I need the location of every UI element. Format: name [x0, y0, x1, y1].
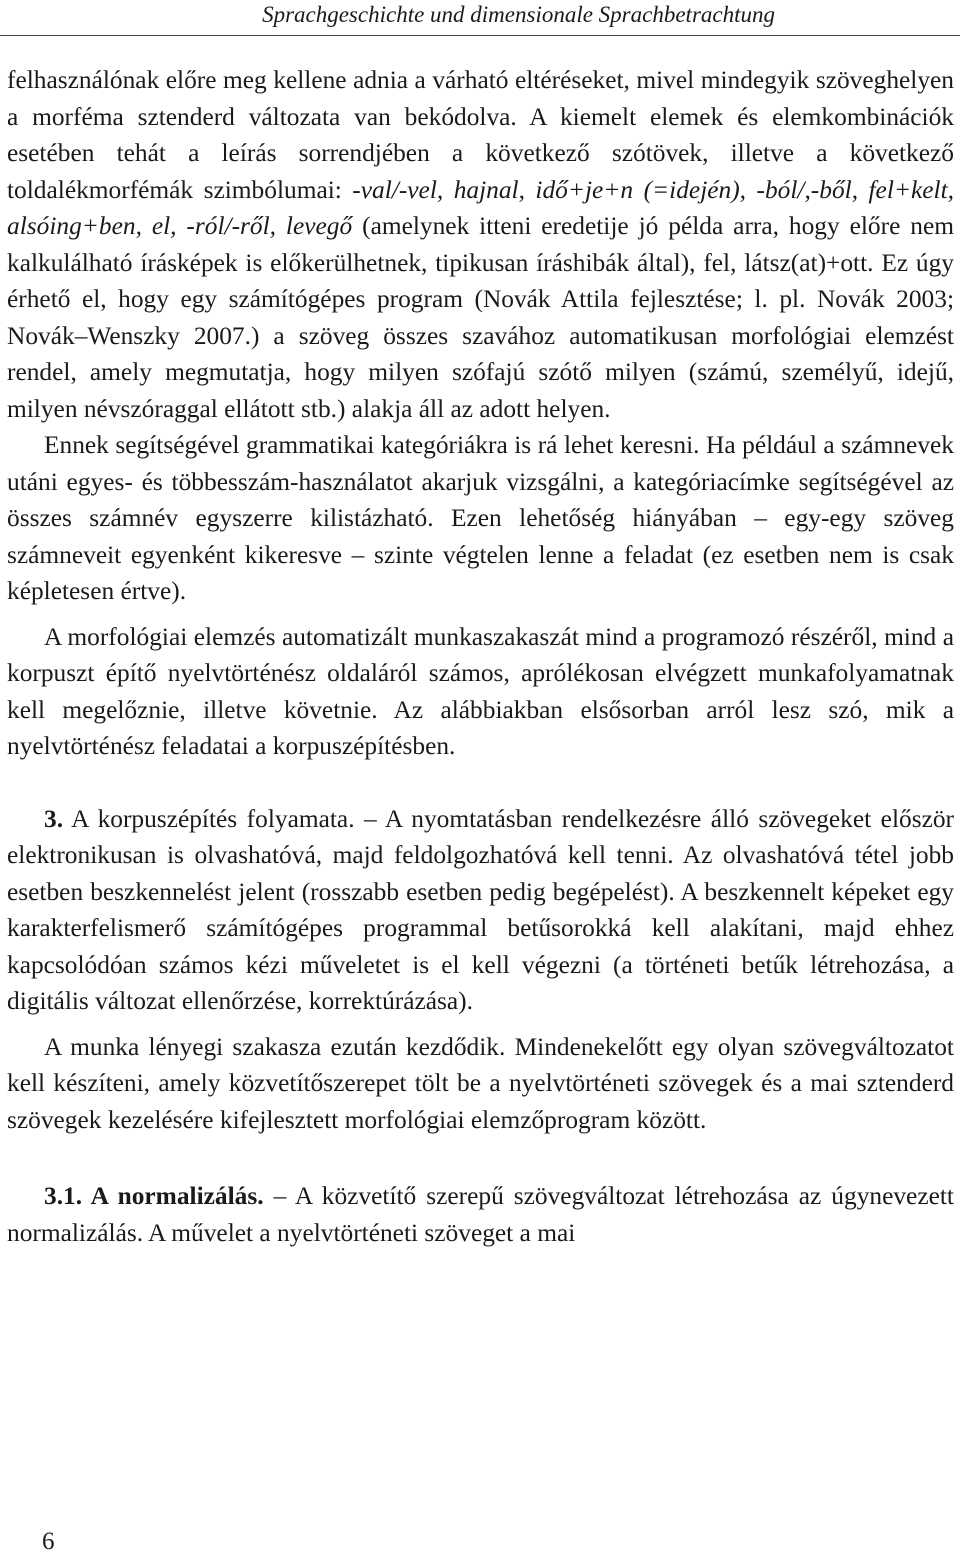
page-body: [7, 62, 954, 1251]
paragraph-main-phase: A munka lényegi szakasza ezután kezdődik. Mindenekelőtt egy olyan szövegváltozatot kell készíteni, amely közvetítőszerepet tölt be a nyelvtörténeti szövegek és a mai sztenderd szövegek kezelésére kifejlesztett morfológiai elemzőprogram között.: [7, 1032, 954, 1134]
paragraph-workflow: A morfológiai elemzés automatizált munkaszakaszát mind a programozó részéről, mind a korpuszt építő nyelvtörténész oldaláról számos, aprólékosan elvégzett munkafolyamatnak kell megelőznie, illetve követnie. Az alábbiakban elsősorban arról lesz szó, mik a nyelvtörténész feladatai a korpuszépítésben.: [7, 622, 954, 760]
paragraph-text: (amelynek itteni eredetije jó példa arra, hogy előre nem kalkulálható írásképek is előkerülhetnek, tipikusan íráshibák által), fel, látsz(at)+ott. Ez úgy érhető el, hogy egy számítógépes program (Novák Attila fejlesztése; l. pl. Novák 2003; Novák–Wenszky 2007.) a szöveg összes szavához automatikusan morfológiai elemzést rendel, amely megmutatja, hogy milyen szófajú szótő milyen (számú, személyű, idejű, milyen névszóraggal ellátott stb.) alakja áll az adott helyen.: [7, 212, 954, 423]
italic-morpheme-list: -val/-vel, hajnal, idő+je+n (=idején), -ból/,-ből, fel+kelt, alsóing+ben, el, -ról/-ről, levegő: [7, 175, 955, 240]
paragraph-text: A korpuszépítés folyamata. – A nyomtatásban rendelkezésre álló szövegeket először elektronikusan is olvashatóvá, majd feldolgozhatóvá kell tenni. Az olvashatóvá tétel jobb esetben beszkennelést jelent (rosszabb esetben pedig begépelést). A beszkennelt képeket egy karakterfelismerő számítógépes programmal betűsorokká kell alakítani, majd ehhez kapcsolódóan számos kézi műveletet is el kell végezni (a történeti betűk létrehozása, a digitális változat ellenőrzése, korrektúrázása).: [7, 804, 954, 1015]
running-title: Sprachgeschichte und dimensionale Sprachbetrachtung: [262, 2, 775, 27]
section-3-paragraph: [7, 801, 954, 1020]
section-heading: 3.1. A normalizálás.: [44, 1182, 264, 1210]
paragraph-text: felhasználónak előre meg kellene adnia a várható eltéréseket, mivel mindegyik szöveghelyen a morféma sztenderd változata van bekódolva. A kiemelt elemek és elemkombinációk esetében tehát a leírás sorrendjében a következő szótövek, illetve a következő toldalékmorfémák szimbólumai:: [7, 66, 954, 204]
paragraph-text: – A közvetítő szerepű szövegváltozat létrehozása az úgynevezett normalizálás. A művelet a nyelvtörténeti szöveget a mai: [7, 1182, 954, 1247]
paragraph-morphology-intro: [7, 62, 954, 427]
page-number: 6: [42, 1528, 55, 1555]
section-3-1-paragraph: [7, 1178, 954, 1251]
section-number: 3.: [44, 804, 64, 833]
paragraph-grammatical-categories: Ennek segítségével grammatikai kategóriákra is rá lehet keresni. Ha például a számnevek utáni egyes- és többesszám-használatot akarjuk vizsgálni, a kategóriacímke segítségével az összes számnév egyszerre kilistázható. Ezen lehetőség hiányában – egy-egy szöveg számneveit egyenként kikeresve – szinte végtelen lenne a feladat (ez esetben nem is csak képletesen értve).: [7, 431, 954, 605]
running-header: [0, 0, 960, 36]
